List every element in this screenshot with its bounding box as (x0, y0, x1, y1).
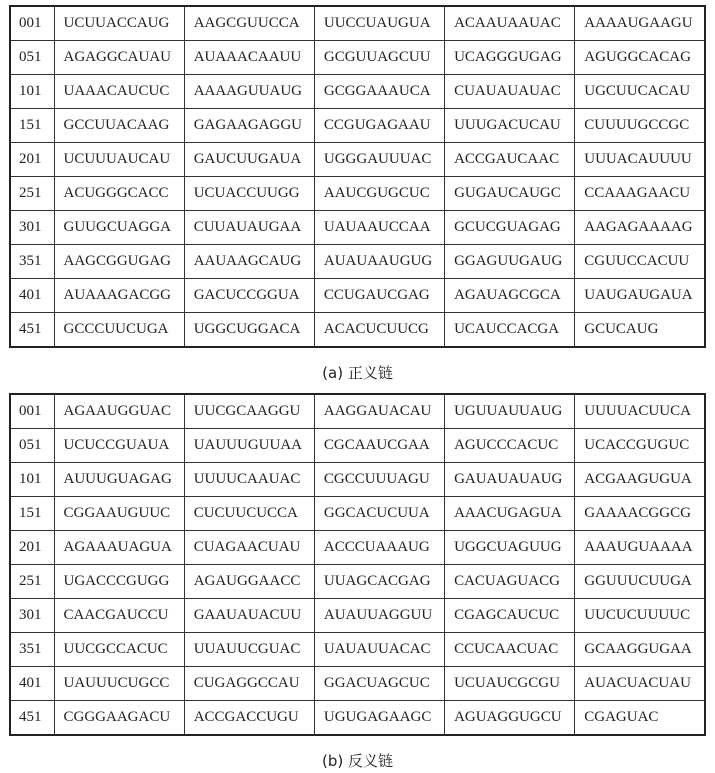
sequence-cell: UGGCUGGACA (184, 313, 314, 348)
table-row (10, 667, 705, 701)
position-number: 051 (10, 41, 54, 75)
sequence-cell: AUAAAGACGG (54, 279, 184, 313)
sequence-cell: AGAUAGCGCA (445, 279, 575, 313)
sequence-cell: CUCUUCUCCA (184, 497, 314, 531)
table-row (10, 279, 705, 313)
sequence-cell: UCUUUAUCAU (54, 143, 184, 177)
sequence-cell: CGUUCCACUU (575, 245, 705, 279)
sequence-cell: UGCUUCACAU (575, 75, 705, 109)
sequence-cell: AUAUAAUGUG (314, 245, 444, 279)
antisense-strand-table (9, 393, 706, 736)
sequence-cell: AAGGAUACAU (314, 394, 444, 429)
sense-strand-caption: (a) 正义链 (322, 364, 393, 382)
position-number: 201 (10, 531, 54, 565)
sequence-cell: CGCCUUUAGU (314, 463, 444, 497)
sequence-cell: GCGGAAAUCA (314, 75, 444, 109)
sequence-cell: ACAAUAAUAC (445, 6, 575, 41)
position-number: 401 (10, 667, 54, 701)
table-row (10, 6, 705, 41)
sequence-cell: GAUCUUGAUA (184, 143, 314, 177)
sequence-cell: GACUCCGGUA (184, 279, 314, 313)
sequence-cell: CUUUUGCCGC (575, 109, 705, 143)
sequence-cell: AGAAAUAGUA (54, 531, 184, 565)
table-row (10, 463, 705, 497)
sequence-cell: AUUUGUAGAG (54, 463, 184, 497)
position-number: 301 (10, 599, 54, 633)
sequence-cell: AAACUGAGUA (445, 497, 575, 531)
sequence-cell: AAGAGAAAAG (575, 211, 705, 245)
sequence-cell: AGUAGGUGCU (445, 701, 575, 736)
sequence-cell: AAGCGGUGAG (54, 245, 184, 279)
sequence-cell: GGCACUCUUA (314, 497, 444, 531)
position-number: 251 (10, 565, 54, 599)
sequence-cell: ACACUCUUCG (314, 313, 444, 348)
sequence-cell: GCUCGUAGAG (445, 211, 575, 245)
sequence-cell: UUCGCCACUC (54, 633, 184, 667)
sequence-cell: GCAAGGUGAA (575, 633, 705, 667)
sequence-cell: UCUAUCGCGU (445, 667, 575, 701)
sequence-cell: AGAUGGAACC (184, 565, 314, 599)
position-number: 401 (10, 279, 54, 313)
position-number: 451 (10, 701, 54, 736)
sequence-cell: CUGAGGCCAU (184, 667, 314, 701)
table-row (10, 75, 705, 109)
sequence-cell: CGAGUAC (575, 701, 705, 736)
sequence-cell: UAAACAUCUC (54, 75, 184, 109)
sequence-cell: UCUCCGUAUA (54, 429, 184, 463)
sequence-cell: CGCAAUCGAA (314, 429, 444, 463)
table-row (10, 313, 705, 348)
sequence-cell: GAGAAGAGGU (184, 109, 314, 143)
sequence-cell: AGUCCCACUC (445, 429, 575, 463)
sequence-cell: GCUCAUG (575, 313, 705, 348)
position-number: 251 (10, 177, 54, 211)
sequence-cell: CGGGAAGACU (54, 701, 184, 736)
position-number: 001 (10, 394, 54, 429)
sequence-cell: UGGGAUUUAC (314, 143, 444, 177)
sequence-cell: UAUUUCUGCC (54, 667, 184, 701)
sequence-cell: GAAUAUACUU (184, 599, 314, 633)
sequence-cell: AGAAUGGUAC (54, 394, 184, 429)
sequence-cell: ACCGAUCAAC (445, 143, 575, 177)
sequence-cell: AGUGGCACAG (575, 41, 705, 75)
sequence-cell: AAAAGUUAUG (184, 75, 314, 109)
sequence-cell: UGUUAUUAUG (445, 394, 575, 429)
sequence-cell: UCAUCCACGA (445, 313, 575, 348)
table-row (10, 633, 705, 667)
sequence-cell: UAUUUGUUAA (184, 429, 314, 463)
sequence-cell: CCGUGAGAAU (314, 109, 444, 143)
sequence-cell: UAUAUUACAC (314, 633, 444, 667)
sequence-cell: AGAGGCAUAU (54, 41, 184, 75)
sequence-cell: GAAAACGGCG (575, 497, 705, 531)
sequence-cell: ACCCUAAAUG (314, 531, 444, 565)
antisense-strand-caption: (b) 反义链 (322, 752, 393, 770)
sequence-cell: AAUCGUGCUC (314, 177, 444, 211)
sequence-cell: UUAGCACGAG (314, 565, 444, 599)
sequence-cell: UGUGAGAAGC (314, 701, 444, 736)
sequence-cell: AAAAUGAAGU (575, 6, 705, 41)
sequence-cell: AAUAAGCAUG (184, 245, 314, 279)
sequence-cell: GAUAUAUAUG (445, 463, 575, 497)
position-number: 301 (10, 211, 54, 245)
sequence-cell: GGACUAGCUC (314, 667, 444, 701)
position-number: 051 (10, 429, 54, 463)
sequence-cell: UUAUUCGUAC (184, 633, 314, 667)
table-row (10, 565, 705, 599)
sequence-cell: CCAAAGAACU (575, 177, 705, 211)
sequence-cell: UUUUACUUCA (575, 394, 705, 429)
sequence-cell: CGAGCAUCUC (445, 599, 575, 633)
sequence-cell: CGGAAUGUUC (54, 497, 184, 531)
sequence-cell: GUGAUCAUGC (445, 177, 575, 211)
sequence-cell: CUAGAACUAU (184, 531, 314, 565)
position-number: 101 (10, 75, 54, 109)
sequence-cell: UGGCUAGUUG (445, 531, 575, 565)
sequence-cell: UCUUACCAUG (54, 6, 184, 41)
table-row (10, 701, 705, 736)
sequence-cell: GCCCUUCUGA (54, 313, 184, 348)
sequence-cell: GCCUUACAAG (54, 109, 184, 143)
sequence-cell: UUUACAUUUU (575, 143, 705, 177)
table-row (10, 211, 705, 245)
sequence-cell: GGAGUUGAUG (445, 245, 575, 279)
position-number: 151 (10, 497, 54, 531)
sequence-cell: UUUUCAAUAC (184, 463, 314, 497)
table-row (10, 429, 705, 463)
position-number: 101 (10, 463, 54, 497)
table-row (10, 143, 705, 177)
position-number: 351 (10, 633, 54, 667)
table-row (10, 497, 705, 531)
sequence-cell: UAUAAUCCAA (314, 211, 444, 245)
sequence-cell: CAACGAUCCU (54, 599, 184, 633)
table-row (10, 531, 705, 565)
sequence-cell: CUAUAUAUAC (445, 75, 575, 109)
position-number: 001 (10, 6, 54, 41)
sequence-cell: CCUGAUCGAG (314, 279, 444, 313)
sequence-cell: ACGAAGUGUA (575, 463, 705, 497)
sequence-cell: CUUAUAUGAA (184, 211, 314, 245)
sequence-cell: UUCGCAAGGU (184, 394, 314, 429)
table-row (10, 394, 705, 429)
sequence-cell: GGUUUCUUGA (575, 565, 705, 599)
sequence-cell: UUCCUAUGUA (314, 6, 444, 41)
sequence-cell: CCUCAACUAC (445, 633, 575, 667)
sequence-cell: UAUGAUGAUA (575, 279, 705, 313)
sequence-cell: AUAUUAGGUU (314, 599, 444, 633)
sequence-cell: UCACCGUGUC (575, 429, 705, 463)
table-row (10, 41, 705, 75)
position-number: 351 (10, 245, 54, 279)
sequence-cell: AUACUACUAU (575, 667, 705, 701)
sequence-cell: CACUAGUACG (445, 565, 575, 599)
sequence-cell: AUAAACAAUU (184, 41, 314, 75)
position-number: 201 (10, 143, 54, 177)
sequence-cell: ACCGACCUGU (184, 701, 314, 736)
table-row (10, 177, 705, 211)
sequence-cell: UGACCCGUGG (54, 565, 184, 599)
position-number: 451 (10, 313, 54, 348)
sequence-cell: UUCUCUUUUC (575, 599, 705, 633)
table-row (10, 599, 705, 633)
sequence-cell: GUUGCUAGGA (54, 211, 184, 245)
sequence-cell: AAAUGUAAAA (575, 531, 705, 565)
sequence-cell: AAGCGUUCCA (184, 6, 314, 41)
table-row (10, 245, 705, 279)
table-row (10, 109, 705, 143)
sequence-cell: UCAGGGUGAG (445, 41, 575, 75)
sequence-cell: UCUACCUUGG (184, 177, 314, 211)
sequence-cell: ACUGGGCACC (54, 177, 184, 211)
position-number: 151 (10, 109, 54, 143)
sequence-cell: UUUGACUCAU (445, 109, 575, 143)
sequence-cell: GCGUUAGCUU (314, 41, 444, 75)
sense-strand-table (9, 5, 706, 348)
